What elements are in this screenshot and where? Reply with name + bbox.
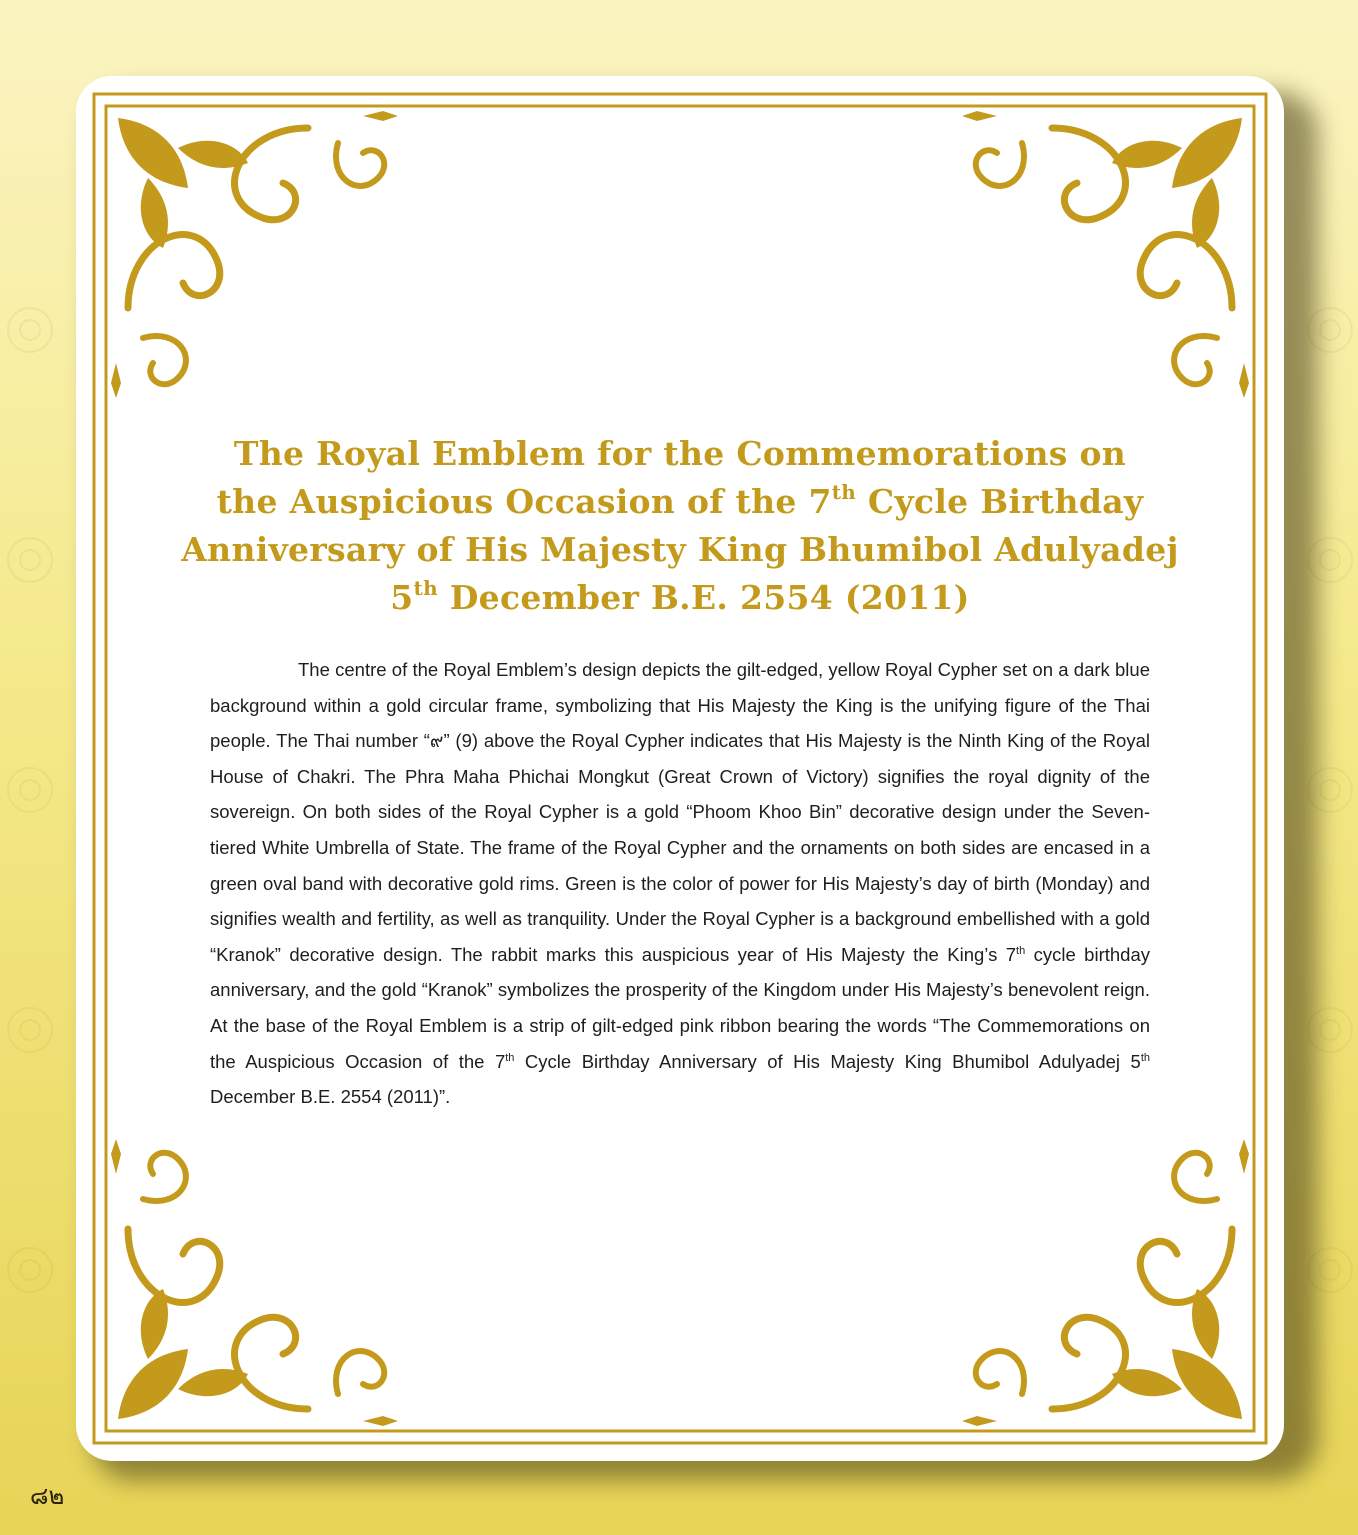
title-line-2: the Auspicious Occasion of the 7th Cycle Birthday — [216, 480, 1144, 521]
body-paragraph: The centre of the Royal Emblem’s design depicts the gilt-edged, yellow Royal Cypher set on a dark blue background within a gold circular frame, symbolizing that His Majesty the King is the unifying figure of the Thai people. The Thai number “๙” (9) above the Royal Cypher indicates that His Majesty is the Ninth King of the Royal House of Chakri. The Phra Maha Phichai Mongkut (Great Crown of Victory) signifies the royal dignity of the sovereign. On both sides of the Royal Cypher is a gold “Phoom Khoo Bin” decorative design under the Seven-tiered White Umbrella of State. The frame of the Royal Cypher and the ornaments on both sides are encased in a green oval band with decorative gold rims. Green is the color of power for His Majesty’s day of birth (Monday) and signifies wealth and fertility, as well as tranquility. Under the Royal Cypher is a background embellished with a gold “Kranok” decorative design. The rabbit marks this auspicious year of His Majesty the King’s 7th cycle birthday anniversary, and the gold “Kranok” symbolizes the prosperity of the Kingdom under His Majesty’s benevolent reign. At the base of the Royal Emblem is a strip of gilt-edged pink ribbon bearing the words “The Commemorations on the Auspicious Occasion of the 7th Cycle Birthday Anniversary of His Majesty King Bhumibol Adulyadej 5th December B.E. 2554 (2011)”. — [210, 659, 1150, 1108]
page-number: ๘๒ — [30, 1482, 65, 1510]
page-title — [150, 430, 1210, 622]
title-line-1: The Royal Emblem for the Commemorations on — [233, 434, 1127, 473]
title-line-3: Anniversary of His Majesty King Bhumibol Adulyadej — [181, 530, 1179, 569]
title-line-4: 5th December B.E. 2554 (2011) — [390, 576, 970, 617]
